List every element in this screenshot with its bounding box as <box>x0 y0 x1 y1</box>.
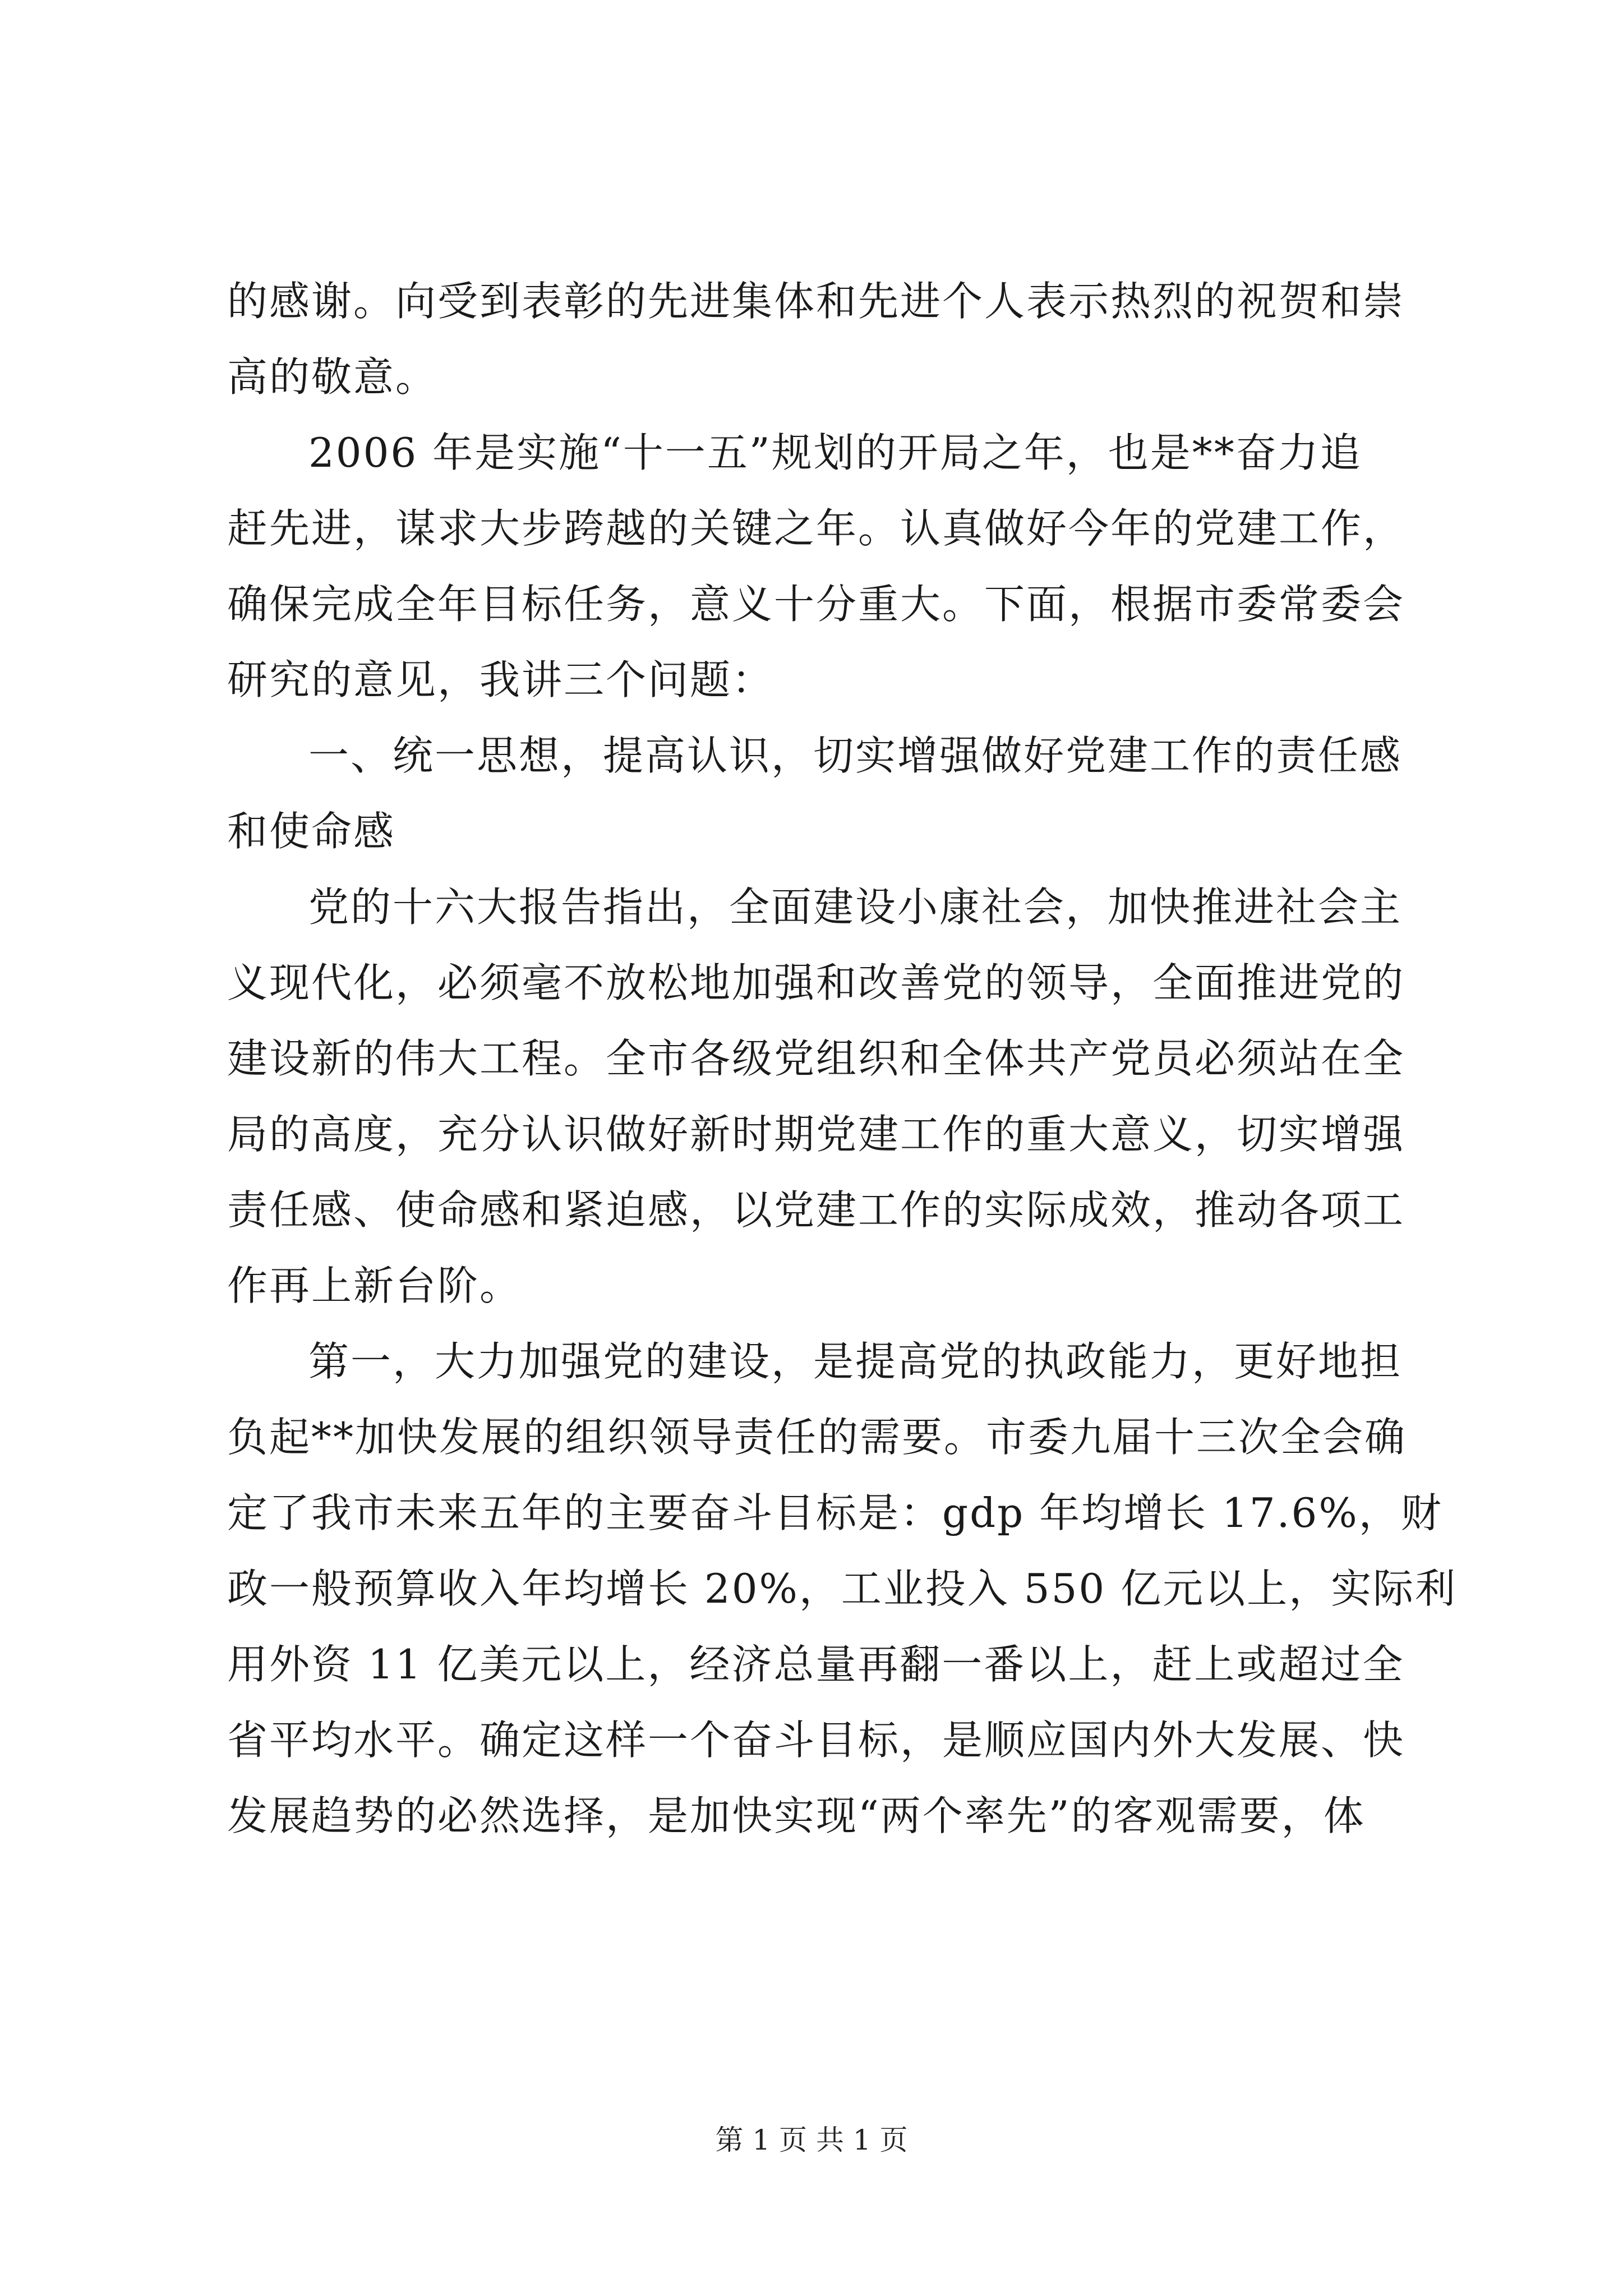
text-line-5: 确保完成全年目标任务，意义十分重大。下面，根据市委常委会 <box>227 581 1405 628</box>
text-line-20: 省平均水平。确定这样一个奋斗目标，是顺应国内外大发展、快 <box>227 1717 1405 1764</box>
text-line-6: 研究的意见，我讲三个问题： <box>227 656 774 703</box>
text-line-19: 用外资 11 亿美元以上，经济总量再翻一番以上，赶上或超过全 <box>227 1641 1405 1688</box>
text-line-3: 2006 年是实施“十一五”规划的开局之年，也是**奋力追 <box>308 429 1362 476</box>
section-heading-line-2: 和使命感 <box>227 808 396 855</box>
text-line-17: 定了我市未来五年的主要奋斗目标是：gdp 年均增长 17.6%，财 <box>227 1489 1443 1536</box>
page-footer: 第 1 页 共 1 页 <box>715 2124 908 2156</box>
text-line-11: 建设新的伟大工程。全市各级党组织和全体共产党员必须站在全 <box>227 1035 1405 1082</box>
text-line-14: 作再上新台阶。 <box>227 1262 522 1309</box>
text-line-2: 高的敬意。 <box>227 353 438 401</box>
text-line-16: 负起**加快发展的组织领导责任的需要。市委九届十三次全会确 <box>227 1414 1407 1461</box>
body-text <box>227 264 1458 1854</box>
text-line-4: 赶先进，谋求大步跨越的关键之年。认真做好今年的党建工作， <box>227 505 1405 552</box>
text-line-13: 责任感、使命感和紧迫感，以党建工作的实际成效，推动各项工 <box>227 1186 1405 1234</box>
text-line-18: 政一般预算收入年均增长 20%，工业投入 550 亿元以上，实际利 <box>227 1565 1458 1612</box>
text-line-10: 义现代化，必须毫不放松地加强和改善党的领导，全面推进党的 <box>227 959 1405 1006</box>
text-line-1: 的感谢。向受到表彰的先进集体和先进个人表示热烈的祝贺和崇 <box>227 278 1405 325</box>
text-line-12: 局的高度，充分认识做好新时期党建工作的重大意义，切实增强 <box>227 1111 1405 1158</box>
text-line-9: 党的十六大报告指出，全面建设小康社会，加快推进社会主 <box>308 884 1403 931</box>
section-heading-line-1: 一、统一思想，提高认识，切实增强做好党建工作的责任感 <box>308 732 1403 779</box>
text-line-15: 第一，大力加强党的建设，是提高党的执政能力，更好地担 <box>308 1338 1403 1385</box>
text-line-21: 发展趋势的必然选择，是加快实现“两个率先”的客观需要，体 <box>227 1792 1366 1839</box>
